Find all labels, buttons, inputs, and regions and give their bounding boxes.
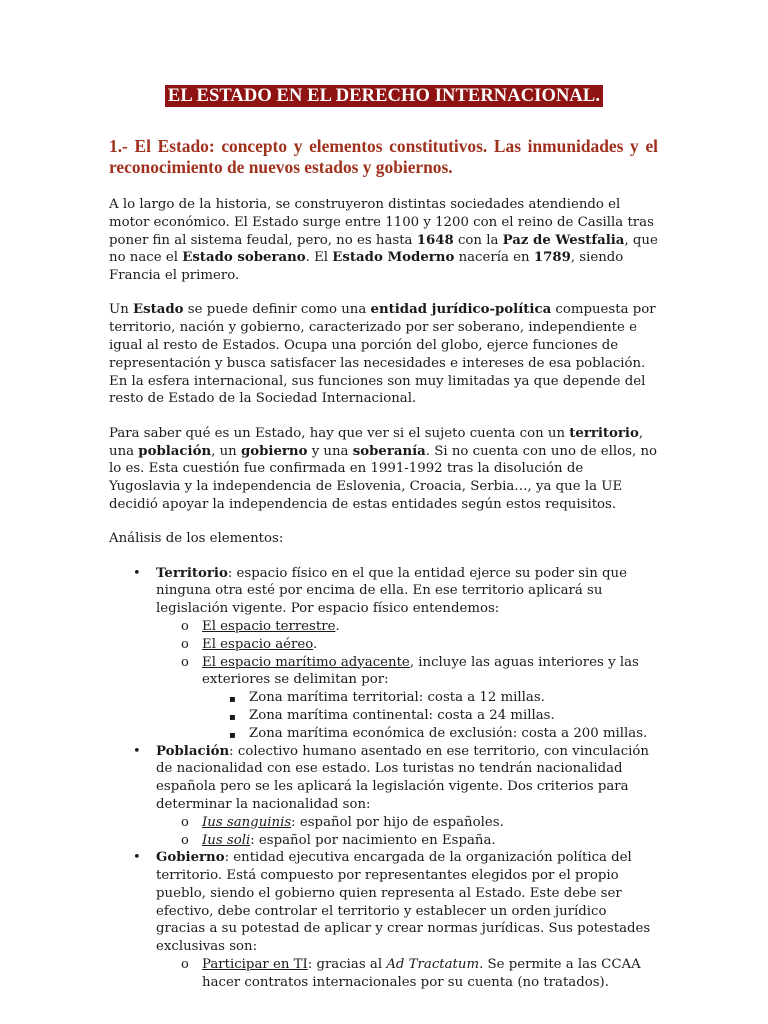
sublist-item-espacio-aereo <box>109 636 658 654</box>
square-marker: ▪ <box>229 729 236 741</box>
section-heading: 1.- El Estado: concepto y elementos constitutivos. Las inmunidades y el reconocimiento de nuevos estados y gobiernos. <box>109 136 658 177</box>
text: , una <box>109 425 644 459</box>
underlined-text: El espacio marítimo adyacente <box>202 654 410 670</box>
bold-text: Estado Moderno <box>332 250 455 266</box>
circle-marker: o <box>181 636 189 652</box>
list-item-poblacion <box>109 743 658 814</box>
circle-marker: o <box>181 654 189 670</box>
bold-text: Paz de Westfalia <box>502 232 625 248</box>
item-text: : entidad ejecutiva encargada de la organización política del territorio. Está compuesto por representantes elegidos por el propio pueblo, siendo el gobierno quien representa al Estado. Este debe ser efectivo, debe controlar el territorio y establecer un orden jurídico gracias a su potestad de aplicar y crear normas jurídicas. Sus potestades exclusivas son: <box>156 850 651 955</box>
paragraph-historia <box>109 196 658 285</box>
underlined-text: Participar en TI <box>202 957 308 973</box>
bold-text: entidad jurídico-política <box>370 302 552 318</box>
sublist-item-ius-sanguinis <box>109 814 658 832</box>
sublist-item-espacio-maritimo <box>109 654 658 690</box>
text: : gracias al <box>307 957 387 973</box>
zone-text: Zona marítima continental: costa a 24 millas. <box>249 707 555 723</box>
list-item-gobierno <box>109 849 658 956</box>
bold-text: territorio <box>569 425 639 441</box>
text: : español por hijo de españoles. <box>291 814 504 830</box>
document-body <box>109 196 658 992</box>
bullet-marker: • <box>133 565 141 581</box>
text: con la <box>453 232 503 248</box>
italic-underlined-text: Ius sanguinis <box>202 814 292 830</box>
paragraph-analisis: Análisis de los elementos: <box>109 531 284 547</box>
bullet-marker: • <box>133 743 141 759</box>
bold-text: 1648 <box>416 232 454 248</box>
circle-marker: o <box>181 814 189 830</box>
title-container <box>0 85 768 107</box>
sublist-item-ius-soli <box>109 832 658 850</box>
square-marker: ▪ <box>229 711 236 723</box>
circle-marker: o <box>181 957 189 973</box>
item-label: Población <box>156 743 230 759</box>
item-text: : colectivo humano asentado en ese territorio, con vinculación de nacionalidad con ese estado. Los turistas no tendrán nacionalidad española pero se les aplicará la legislación vigente. Dos criterios para determinar la nacionalidad son: <box>156 743 649 812</box>
text: Para saber qué es un Estado, hay que ver si el sujeto cuenta con un <box>109 425 570 441</box>
paragraph-definicion <box>109 301 658 408</box>
item-label: Gobierno <box>156 850 225 866</box>
text: nacería en <box>454 250 534 266</box>
underlined-text: El espacio aéreo <box>202 636 314 652</box>
text: , que no nace el <box>109 232 658 266</box>
zone-item <box>109 725 658 743</box>
text: . <box>313 636 318 652</box>
text: , un <box>211 443 241 459</box>
text: y una <box>307 443 353 459</box>
bold-text: Estado <box>133 302 184 318</box>
underlined-text: El espacio terrestre <box>202 618 336 634</box>
italic-text: Ad Tractatum <box>386 957 480 973</box>
text: A lo largo de la historia, se construyeron distintas sociedades atendiendo el motor económico. El Estado surge entre 1100 y 1200 con el reino de Casilla tras poner fin al sistema feudal, pero, no es hasta <box>109 197 654 248</box>
bold-text: gobierno <box>240 443 308 459</box>
text: Un <box>109 302 133 318</box>
sublist-item-participar-ti <box>109 956 658 992</box>
zone-item <box>109 707 658 725</box>
square-marker: ▪ <box>229 694 236 706</box>
list-item-territorio <box>109 565 658 618</box>
bold-text: Estado soberano <box>182 250 306 266</box>
text: : español por nacimiento en España. <box>250 832 496 848</box>
text: compuesta por territorio, nación y gobierno, caracterizado por ser soberano, independiente e igual al resto de Estados. Ocupa una porción del globo, ejerce funciones de representación y busca satisfacer las necesidades e intereses de esa población. En la esfera internacional, sus funciones son muy limitadas ya que depende del resto de Estado de la Sociedad Internacional. <box>109 302 656 407</box>
item-label: Territorio <box>156 565 228 581</box>
bullet-marker: • <box>133 850 141 866</box>
bold-text: población <box>138 443 212 459</box>
document-title: EL ESTADO EN EL DERECHO INTERNACIONAL. <box>165 85 603 107</box>
zone-item <box>109 689 658 707</box>
paragraph-requisitos <box>109 425 658 514</box>
text: se puede definir como una <box>183 302 371 318</box>
circle-marker: o <box>181 832 189 848</box>
text: . Se permite a las CCAA hacer contratos internacionales por su cuenta (no tratados). <box>202 957 641 990</box>
text: . El <box>305 250 333 266</box>
circle-marker: o <box>181 618 189 634</box>
text: , incluye las aguas interiores y las exteriores se delimitan por: <box>202 654 639 688</box>
text: . Si no cuenta con uno de ellos, no lo es. Esta cuestión fue confirmada en 1991-1992 tras la disolución de Yugoslavia y la independencia de Eslovenia, Croacia, Serbia…, ya que la UE decidió apoyar la independencia de estas entidades según estos requisitos. <box>109 443 658 512</box>
text: . <box>335 618 340 634</box>
italic-underlined-text: Ius soli <box>202 832 251 848</box>
bold-text: soberanía <box>352 443 426 459</box>
sublist-item-espacio-terrestre <box>109 618 658 636</box>
bold-text: 1789 <box>533 250 571 266</box>
zone-text: Zona marítima económica de exclusión: costa a 200 millas. <box>249 725 648 741</box>
text: , siendo Francia el primero. <box>109 250 624 284</box>
zone-text: Zona marítima territorial: costa a 12 millas. <box>249 690 545 706</box>
item-text: : espacio físico en el que la entidad ejerce su poder sin que ninguna otra esté por encima de ella. En ese territorio aplicará su legislación vigente. Por espacio físico entendemos: <box>156 565 627 617</box>
